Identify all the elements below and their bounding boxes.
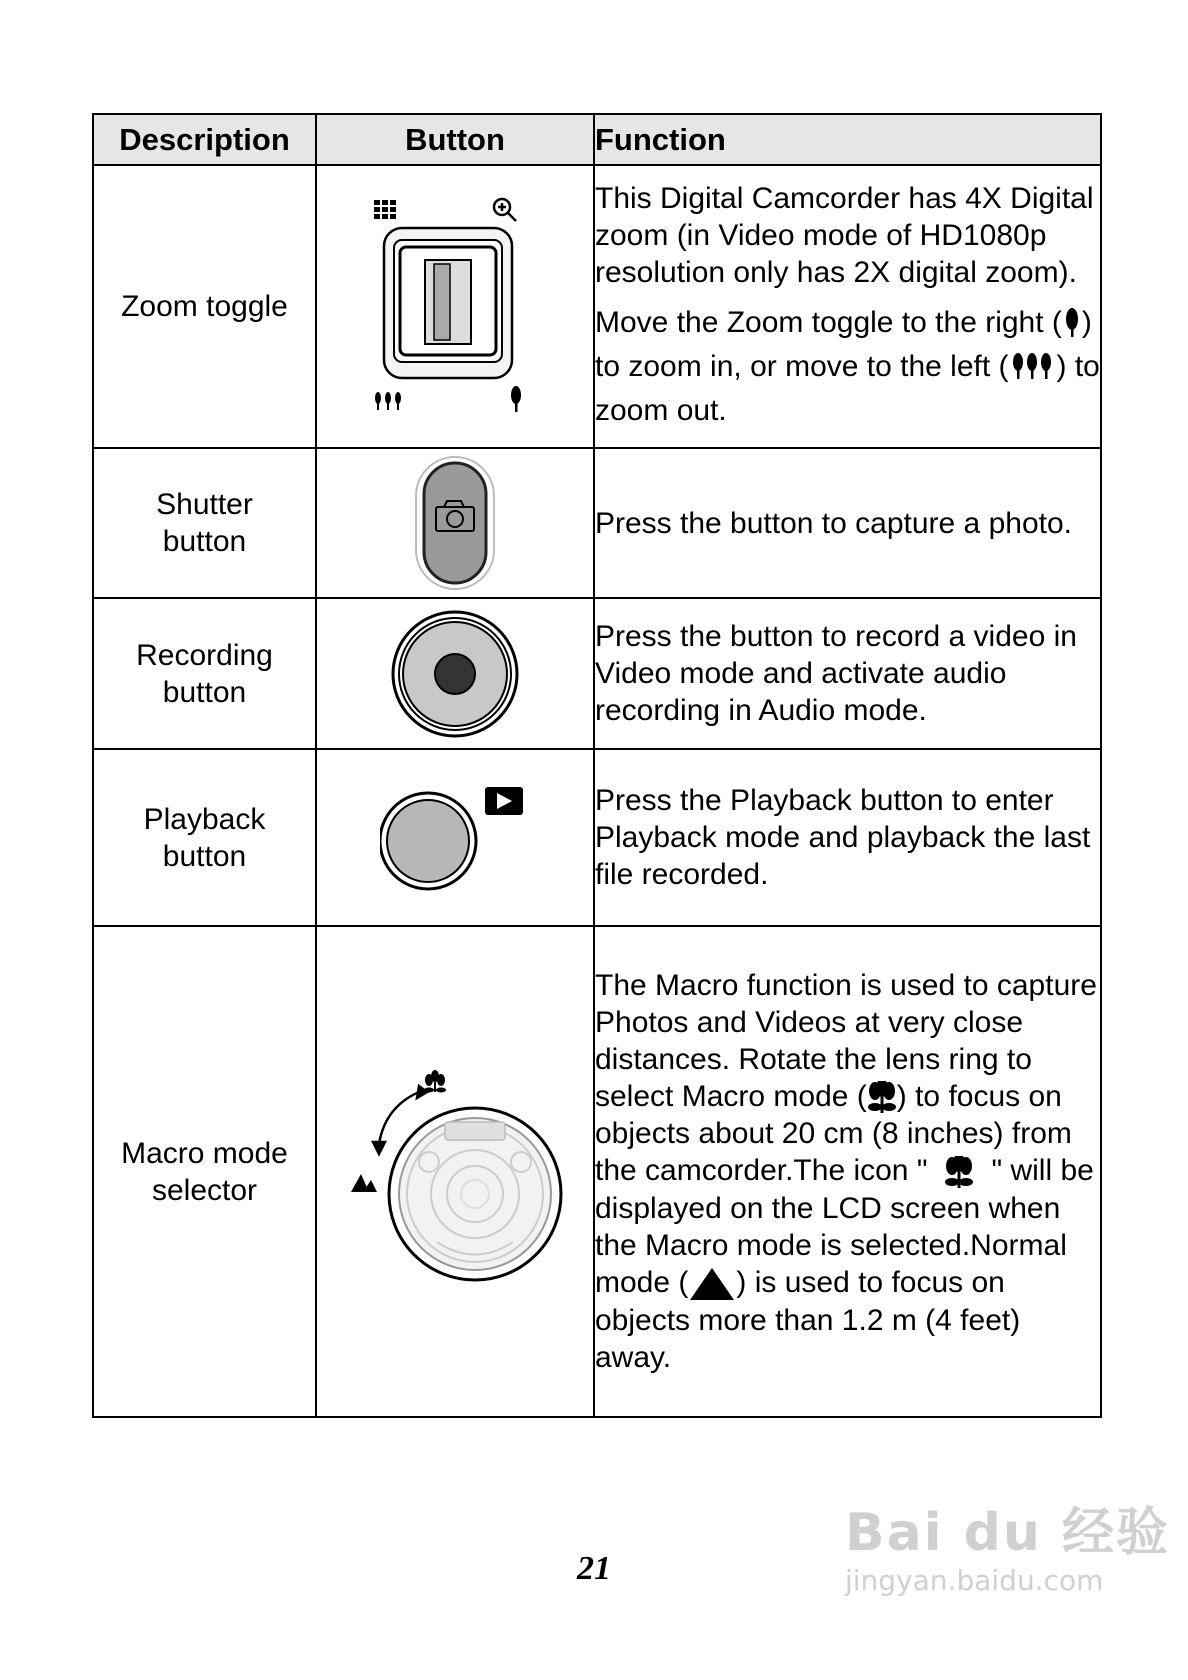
row-button-illustration (316, 165, 594, 448)
text-segment: ) is used to focus on objects more than 1.2 m (4 feet) away. (595, 1265, 1021, 1374)
row-function (594, 165, 1101, 448)
table-row (93, 448, 1101, 598)
row-description (93, 926, 316, 1417)
description-line: button (162, 839, 247, 873)
text-segment: ) to zoom in, or move to the left ( (595, 306, 1092, 383)
row-description (93, 598, 316, 749)
wide-trees-icon (375, 392, 401, 410)
table-row (93, 598, 1101, 749)
page-number: 21 (577, 1550, 611, 1587)
macro-flower-icon (424, 1070, 446, 1093)
shutter-button-icon (410, 453, 500, 593)
text-segment: " will be displayed on the LCD screen when the Macro mode is selected.Normal mode ( (595, 1154, 1094, 1299)
description-line: button (162, 525, 247, 558)
wide-grid-icon (374, 200, 396, 219)
row-button-illustration (316, 448, 594, 598)
normal-mountain-icon (688, 1266, 736, 1302)
text-segment: ) to focus on objects about 20 cm (8 inches) from the camcorder.The icon " (595, 1080, 1072, 1188)
macro-flower-icon (867, 1081, 897, 1115)
record-button-icon (390, 609, 520, 739)
table-row (93, 749, 1101, 926)
header-description: Description (93, 114, 316, 165)
wide-trees-icon (1011, 353, 1055, 383)
tele-tree-icon (511, 386, 521, 412)
watermark-brand: Bai du 经验 (845, 1503, 1170, 1563)
description-line: selector (151, 1173, 258, 1207)
baidu-watermark (845, 1505, 1170, 1597)
macro-flower-icon (927, 1156, 991, 1190)
zoom-function-text: This Digital Camcorder has 4X Digital zoom (in Video mode of HD1080p resolution only has 2X digital zoom). (595, 182, 1094, 289)
text-segment: Move the Zoom toggle to the right ( (595, 306, 1062, 339)
macro-lens-ring-icon (345, 1062, 565, 1282)
table-header-row (93, 114, 1101, 165)
text-segment: ) to zoom out. (595, 350, 1100, 427)
row-button-illustration (316, 598, 594, 749)
row-function: Press the Playback button to enter Playback mode and playback the last file recorded. (594, 749, 1101, 926)
tele-tree-icon (1064, 308, 1080, 340)
description-line: Shutter (156, 488, 253, 521)
row-function: Press the button to capture a photo. (594, 448, 1101, 598)
row-description: Zoom toggle (93, 165, 316, 448)
normal-mountain-icon (351, 1174, 377, 1192)
table-row (93, 926, 1101, 1417)
header-function: Function (594, 114, 1101, 165)
row-button-illustration (316, 926, 594, 1417)
play-icon (485, 787, 523, 815)
row-description (93, 749, 316, 926)
zoom-function-text-2 (595, 301, 1100, 433)
watermark-url: jingyan.baidu.com (845, 1564, 1104, 1597)
description-line: Playback (143, 802, 266, 836)
text-segment: The Macro function is used to capture Photos and Videos at very close distances. Rotate the lens ring to select Macro mode ( (595, 969, 1097, 1114)
row-function (594, 926, 1101, 1417)
header-button: Button (316, 114, 594, 165)
row-function: Press the button to record a video in Video mode and activate audio recording in Audio mode. (594, 598, 1101, 749)
row-button-illustration (316, 749, 594, 926)
row-description (93, 448, 316, 598)
playback-button-icon (380, 783, 530, 893)
table-row (93, 165, 1101, 448)
description-line: Recording (136, 638, 273, 672)
description-line: Macro mode (121, 1136, 288, 1170)
function-table (92, 113, 1102, 1418)
zoom-toggle-icon (370, 192, 540, 422)
zoom-in-magnifier-icon (494, 199, 516, 221)
description-line: button (162, 675, 247, 709)
